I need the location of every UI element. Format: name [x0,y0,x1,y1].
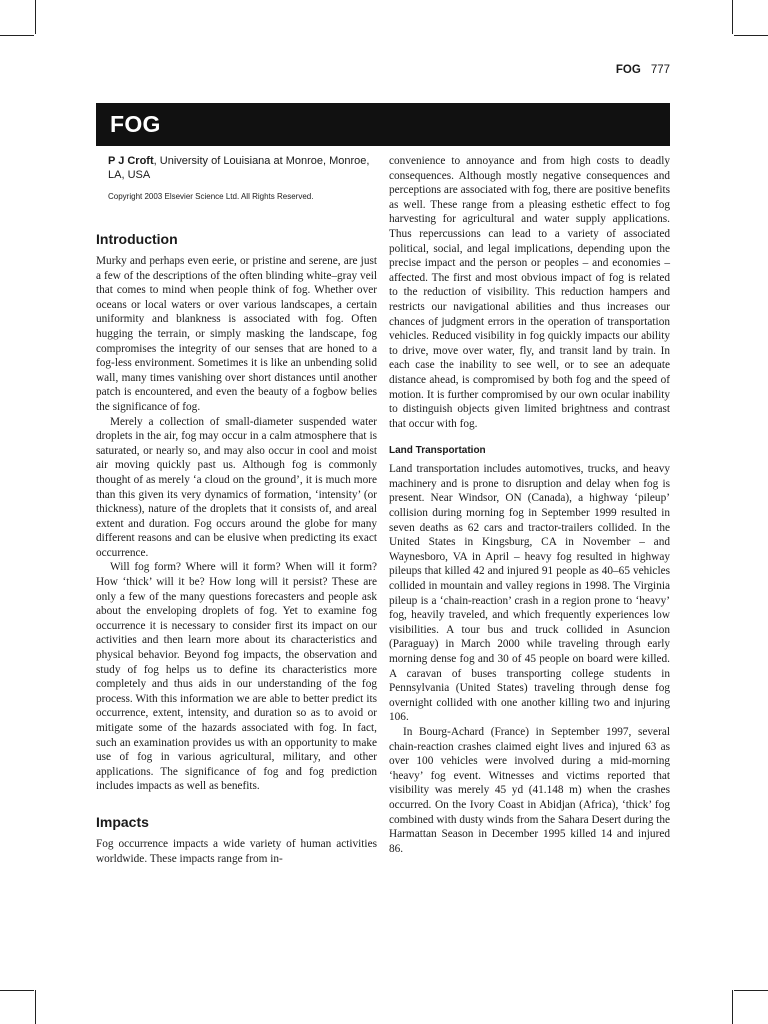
crop-mark-right-bottom [734,990,768,991]
crop-mark-top-left [35,0,36,34]
running-head [616,64,670,76]
author-line [108,154,377,182]
crop-mark-right-top [734,35,768,36]
crop-mark-top-right [732,0,733,34]
intro-paragraph: Murky and perhaps even eerie, or pristine and serene, are just a few of the descriptions of the often blinding white–gray veil that comes to mind when people think of fog. Whether over oceans or local waters or over various landscapes, a certain uniformity and blankness is associated with fog. Often hugging the terrain, or simply masking the landscape, fog compromises the integrity of our senses that are honed to a fog-less environment. Sometimes it is like an unbending solid wall, many times vanishing over short distances until another patch is encountered, and even the beauty of a fogbow belies the significance of fog. [96,255,377,413]
crop-mark-bottom-right [732,990,733,1024]
impacts-paragraph: Fog occurrence impacts a wide variety of human activities worldwide. These impacts range from in- [96,837,377,865]
intro-paragraph: Will fog form? Where will it form? When will it form? How ‘thick’ will it be? How long will it persist? These are only a few of the many questions forecasters and people ask about the enveloping droplets of fog. Yet to examine fog occurrence it is necessary to consider first its impact on our activities and then learn more about its characteristics and physical behavior. Beyond fog impacts, the observation and study of fog helps us to define its characteristics more completely and thus aids in our understanding of the fog process. With this information we are able to better predict its occurrence, extent, intensity, and duration so as to avoid or mitigate some of the hazards associated with fog. In fact, such an examination provides us with an opportunity to make use of fog in various agricultural, military, and other applications. The significance of fog and fog prediction includes impacts as well as benefits. [96,561,377,793]
page-number: 777 [650,64,670,76]
copyright-notice: Copyright 2003 Elsevier Science Ltd. All Rights Reserved. [108,192,314,201]
crop-mark-left-top [0,35,34,36]
running-head-section: FOG [615,64,641,76]
heading-introduction: Introduction [96,231,178,247]
land-transport-paragraph: Land transportation includes automotives, trucks, and heavy machinery and is prone to disruption and delay when fog is present. Near Windsor, ON (Canada), a highway ‘pileup’ collision during morning fog in September 1999 resulted in seven deaths as 62 cars and tractor-trailers collided. In the United States in Kingsburg, CA in November – and Waynesboro, VA in April – heavy fog resulted in highway pileups that killed 42 and injured 91 people as 40–65 vehicles collided in mountain and valley regions in 1998. The Virginia pileup is a ‘chain-reaction’ crash in a region prone to ‘heavy’ fog, heavily traveled, and which frequently experiences low visibilities. A tour bus and truck collided in Asuncion (Paraguay) in March 2000 while traveling through early morning dense fog and 30 of 45 people on board were killed. A caravan of buses transporting college students in Pennsylvania (United States) traveling through dense fog overnight collided with one another killing two and injuring 106. [389,463,670,724]
crop-mark-left-bottom [0,990,34,991]
author-affiliation: , University of Louisiana at Monroe, Monroe, LA, USA [108,155,370,181]
article-title: FOG [110,111,161,137]
intro-paragraph: Merely a collection of small-diameter suspended water droplets in the air, fog may occur in a calm atmosphere that is saturated, or nearly so, and may also occur in cool and moist air moving quickly past us. Although fog is commonly thought of as merely ‘a cloud on the ground’, it is much more than this given its very dynamics of formation, ‘intensity’ (or thickness), nature of the droplets that it consists of, and areal extent and duration. Fog occurs around the globe for many different reasons and can be elusive when predicting its exact occurrence. [96,415,377,559]
land-transport-paragraph: In Bourg-Achard (France) in September 1997, several chain-reaction crashes claimed eight lives and injured 63 as over 100 vehicles were involved during a mid-morning ‘heavy’ fog event. Witnesses and victims reported that visibility was merely 45 yd (41.148 m) when the crashes occurred. On the Ivory Coast in Abidjan (Africa), ‘thick’ fog combined with dusty winds from the Sahara Desert during the Harmattan Season in December 1995 killed 14 and injured 86. [389,725,670,855]
article-title-bar [96,103,670,146]
right-column [389,154,670,856]
crop-mark-bottom-left [35,990,36,1024]
impacts-paragraph-continued: convenience to annoyance and from high costs to deadly consequences. Although mostly negative consequences and perceptions are associated with fog, there are positive benefits as well. These range from a pleasing esthetic effect to fog harvesting for agricultural and water supply applications. Thus repercussions can lead to a variety of associated political, social, and legal implications, depending upon the precise impact and the person or peoples – and economies – affected. The first and most obvious impact of fog is related to the reduction of visibility. This reduction hampers and restricts our navigational abilities and thus increases our chances of judgment errors in the operation of transportation vehicles. Reduced visibility in fog quickly impacts our ability to drive, move over water, fly, and transit land by train. In each case the inability to see well, or to see an adequate distance ahead, is compromised by both fog and the speed of motion. It is further compromised by our own ocular inability to distinguish objects given limited brightness and contrast that occur with fog. [389,155,670,430]
heading-impacts: Impacts [96,813,149,830]
heading-land-transportation: Land Transportation [389,445,486,457]
author-name: P J Croft [108,155,154,167]
left-column [96,154,377,866]
